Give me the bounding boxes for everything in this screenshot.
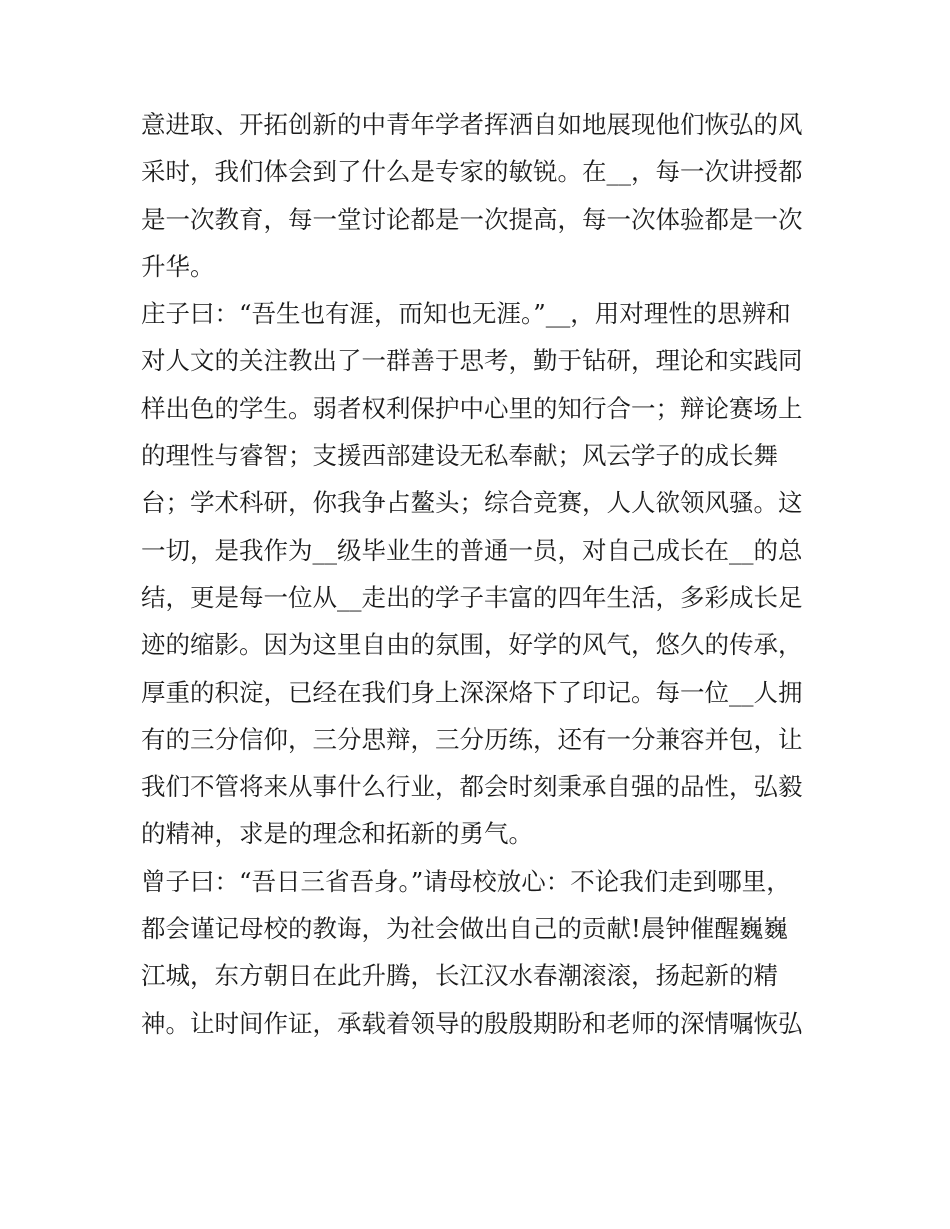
text-line: 厚重的积淀，已经在我们身上深深烙下了印记。每一位__人拥 <box>141 677 803 707</box>
text-line: 我们不管将来从事什么行业，都会时刻秉承自强的品性，弘毅 <box>141 772 803 802</box>
text-line: 一切，是我作为__级毕业生的普通一员，对自己成长在__的总 <box>141 535 803 565</box>
text-line: 样出色的学生。弱者权利保护中心里的知行合一；辩论赛场上 <box>141 393 803 423</box>
text-line: 的理性与睿智；支援西部建设无私奉献；风云学子的成长舞 <box>141 441 778 471</box>
text-line: 庄子曰：“吾生也有涯，而知也无涯。”__，用对理性的思辨和 <box>141 299 791 329</box>
text-line: 神。让时间作证，承载着领导的殷殷期盼和老师的深情嘱恢弘 <box>141 1008 803 1038</box>
text-line: 有的三分信仰，三分思辩，三分历练，还有一分兼容并包，让 <box>141 724 803 754</box>
document-body <box>141 101 821 1047</box>
text-line: 对人文的关注教出了一群善于思考，勤于钻研，理论和实践同 <box>141 346 803 376</box>
text-line: 曾子曰：“吾日三省吾身。”请母校放心：不论我们走到哪里， <box>141 866 791 896</box>
text-line: 的精神，求是的理念和拓新的勇气。 <box>141 819 533 849</box>
text-line: 结，更是每一位从__走出的学子丰富的四年生活，多彩成长足 <box>141 582 803 612</box>
text-line: 是一次教育，每一堂讨论都是一次提高，每一次体验都是一次 <box>141 204 803 234</box>
text-line: 都会谨记母校的教诲，为社会做出自己的贡献!晨钟催醒巍巍 <box>141 914 788 944</box>
text-line: 江城，东方朝日在此升腾，长江汉水春潮滚滚，扬起新的精 <box>141 961 778 991</box>
text-line: 升华。 <box>141 251 215 281</box>
text-line: 意进取、开拓创新的中青年学者挥洒自如地展现他们恢弘的风 <box>141 110 803 139</box>
text-line: 采时，我们体会到了什么是专家的敏锐。在__，每一次讲授都 <box>141 157 803 187</box>
text-line: 迹的缩影。因为这里自由的氛围，好学的风气，悠久的传承， <box>141 630 803 660</box>
text-line: 台；学术科研，你我争占鳌头；综合竞赛，人人欲领风骚。这 <box>141 488 803 518</box>
